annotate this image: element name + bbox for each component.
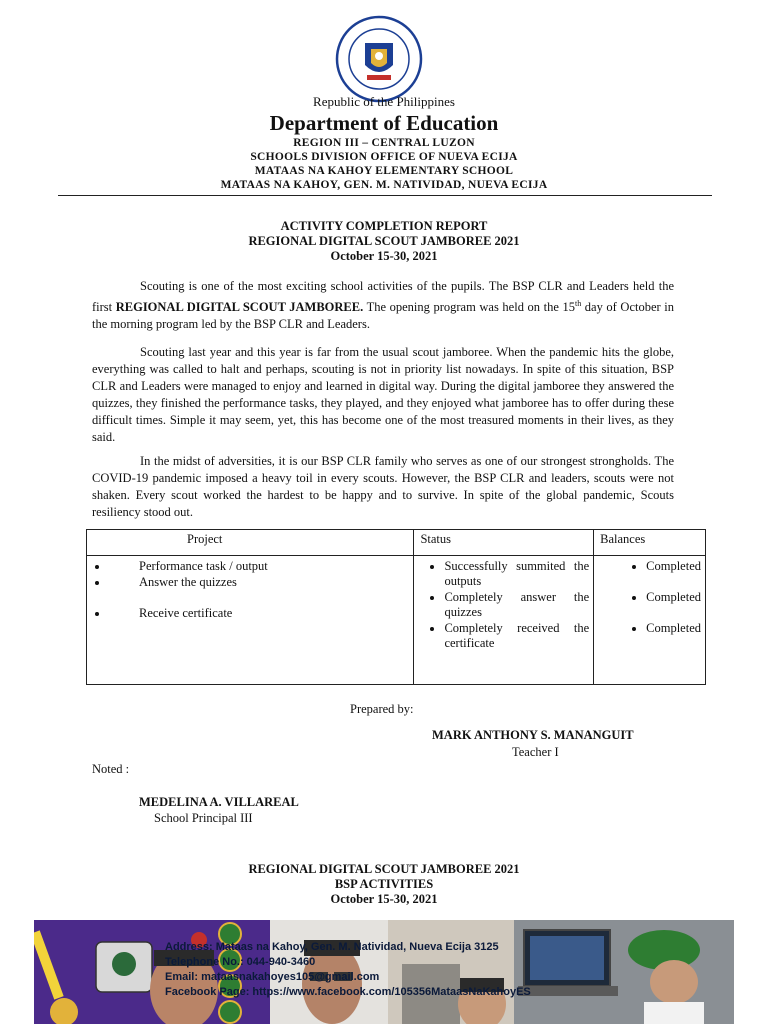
noter-title: School Principal III [154, 811, 253, 825]
status-cell [414, 556, 594, 685]
prepared-by-label: Prepared by: [350, 702, 414, 716]
header-divider [58, 195, 712, 196]
preparer-title: Teacher I [512, 745, 559, 759]
noted-label: Noted : [92, 762, 130, 776]
overlay-email: Email: mataasnakahoyes105@gmail.com [165, 971, 380, 983]
overlay-telephone: Telephone No.: 044-940-3460 [165, 956, 316, 968]
preparer-name: MARK ANTHONY S. MANANGUIT [432, 728, 634, 742]
balances-cell [594, 556, 706, 685]
address-line: MATAAS NA KAHOY, GEN. M. NATIVIDAD, NUEVA ECIJA [220, 179, 548, 191]
header-status: Status [414, 530, 594, 556]
status-item: • Successfully summited the outputs [444, 559, 589, 589]
paragraph-3: In the midst of adversities, it is our BSP CLR family who serves as one of our strongest strongholds. The COVID-19 pandemic imposed a heavy toil in every scouts. However, the BSP CLR and leaders, scouts were not shaken. Every scout worked the hardest to be happy and to survive. In spite of the global pandemic, Scouts resiliency stood out. [92, 454, 674, 519]
activity-table [86, 529, 706, 685]
school-line: MATAAS NA KAHOY ELEMENTARY SCHOOL [254, 165, 514, 177]
paragraph-2: Scouting last year and this year is far from the usual scout jamboree. When the pandemic hits the globe, everything was called to halt and perhaps, scouting is not in priority list nowadays. In spite of this situation, BSP CLR and Leaders were managed to enjoy and learned in digital way. During the digital jamboree they answered the quizzes, they finished the performance tasks, they played, and they enjoyed what jamboree has to offer during these difficult times. Simple it may seem, yet, this has become one of the most treasured moments in their lives, as they said. [92, 345, 674, 444]
balance-item: • Completed [646, 559, 701, 574]
project-cell [87, 556, 414, 685]
report-title: ACTIVITY COMPLETION REPORT [280, 219, 488, 233]
deped-seal-logo [335, 15, 423, 103]
project-item: • Performance task / output [109, 559, 409, 574]
overlay-address: Address: Mataas na Kahoy, Gen. M. Natividad, Nueva Ecija 3125 [165, 941, 499, 953]
report-subtitle: REGIONAL DIGITAL SCOUT JAMBOREE 2021 [248, 234, 520, 248]
project-item: • Receive certificate [109, 606, 409, 621]
balance-item: • Completed [646, 590, 701, 605]
department-title: Department of Education [269, 111, 499, 135]
report-dates: October 15-30, 2021 [330, 249, 438, 263]
overlay-facebook: Facebook Page: https://www.facebook.com/105356MataasNaKahoyES [165, 986, 531, 998]
section2-subtitle: BSP ACTIVITIES [334, 877, 434, 891]
header-project: Project [87, 530, 414, 556]
region-line: REGION III – CENTRAL LUZON [293, 137, 475, 149]
section2-dates: October 15-30, 2021 [330, 892, 438, 906]
project-item: • Answer the quizzes [109, 575, 409, 590]
noter-name: MEDELINA A. VILLAREAL [139, 795, 299, 809]
status-item: • Completely answer the quizzes [444, 590, 589, 620]
division-line: SCHOOLS DIVISION OFFICE OF NUEVA ECIJA [250, 151, 518, 163]
school-contact-overlay [165, 940, 531, 1000]
status-item: • Completely received the certificate [444, 621, 589, 651]
section2-title: REGIONAL DIGITAL SCOUT JAMBOREE 2021 [248, 862, 520, 876]
republic-line: Republic of the Philippines [313, 94, 455, 109]
header-balances: Balances [594, 530, 706, 556]
balance-item: • Completed [646, 621, 701, 636]
laptop-scout-photo [514, 920, 734, 1024]
paragraph-1: Scouting is one of the most exciting school activities of the pupils. The BSP CLR and Leaders held the first REGIONAL DIGITAL SCOUT JAMBOREE. The opening program was held on the 15th day of October in the morning program led by the BSP CLR and Leaders. [92, 279, 675, 332]
